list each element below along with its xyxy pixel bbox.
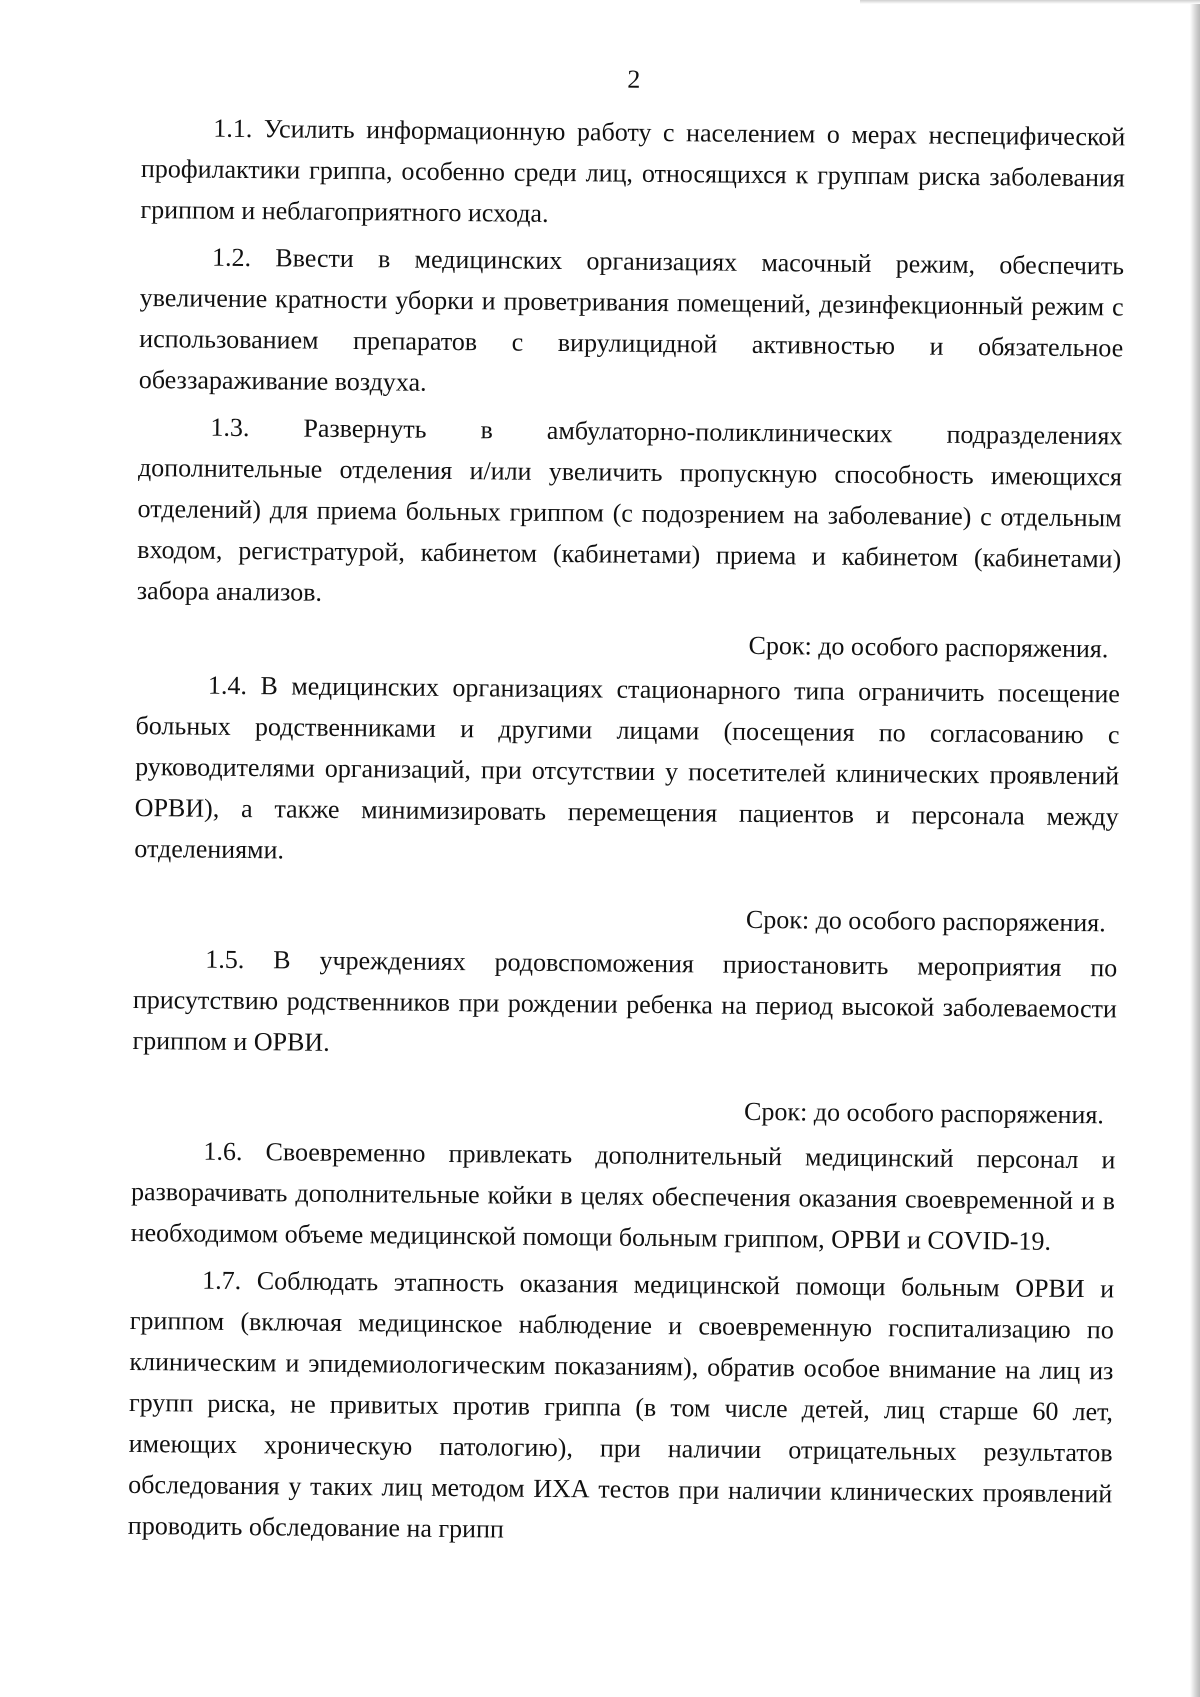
paragraph-1-6: 1.6. Своевременно привлекать дополнительный медицинский персонал и разворачивать дополнительные койки в целях обеспечения оказания своевременной и в необходимом объеме медицинской помощи больным гриппом, ОРВИ и COVID-19. bbox=[130, 1136, 1116, 1256]
page-top-shadow bbox=[860, 0, 1200, 4]
paragraph-1-5: 1.5. В учреждениях родовспоможения приостановить мероприятия по присутствию родственников при рождении ребенка на период высокой заболеваемости гриппом и ОРВИ. bbox=[132, 944, 1118, 1057]
paragraph-1-1: 1.1. Усилить информационную работу с населением о мерах неспецифической профилактики гриппа, особенно среди лиц, относящихся к группам риска заболевания гриппом и неблагоприятного исхода. bbox=[140, 113, 1126, 228]
document-body bbox=[128, 54, 1126, 1561]
deadline-1-4: Срок: до особого распоряжения. bbox=[745, 904, 1106, 938]
paragraph-1-4: 1.4. В медицинских организациях стационарного типа ограничить посещение больных родственниками и другими лицами (посещения по согласованию с руководителями организаций, при отсутствии у посетителей клинических проявлений ОРВИ), а также минимизировать перемещения пациентов и персонала между отделениями. bbox=[134, 670, 1121, 865]
page-edge-shadow bbox=[1190, 0, 1200, 1697]
deadline-1-3: Срок: до особого распоряжения. bbox=[748, 630, 1109, 664]
page-number: 2 bbox=[627, 64, 641, 94]
paragraph-1-7: 1.7. Соблюдать этапность оказания медицинской помощи больным ОРВИ и гриппом (включая медицинское наблюдение и своевременную госпитализацию по клиническим и эпидемиологическим показаниям), обратив особое внимание на лиц из групп риска, не привитых против гриппа (в том числе детей, лиц старше 60 лет, имеющих хроническую патологию), при наличии отрицательных результатов обследования у таких лиц методом ИХА тестов при наличии клинических проявлений проводить обследование на грипп bbox=[127, 1265, 1115, 1544]
paragraph-1-2: 1.2. Ввести в медицинских организациях масочный режим, обеспечить увеличение кратности уборки и проветривания помещений, дезинфекционный режим с использованием препаратов с вирулицидной активностью и обязательное обеззараживание воздуха. bbox=[138, 242, 1125, 397]
deadline-1-5: Срок: до особого распоряжения. bbox=[743, 1096, 1105, 1130]
paragraph-1-3: 1.3. Развернуть в амбулаторно-поликлинических подразделениях дополнительные отделения и/или увеличить пропускную способность имеющихся отделений) для приема больных гриппом (с подозрением на заболевание) с отдельным входом, регистратурой, кабинетом (кабинетами) приема и кабинетом (кабинетами) забора анализов. bbox=[136, 412, 1123, 607]
